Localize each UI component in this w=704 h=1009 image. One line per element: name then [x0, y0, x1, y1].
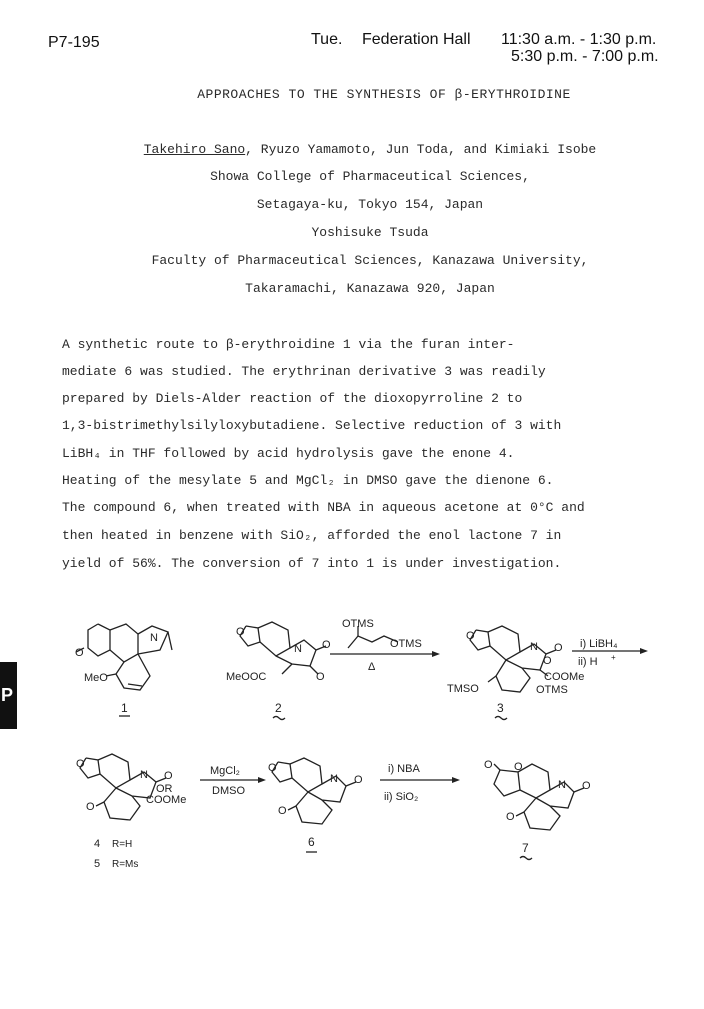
- paper-title: APPROACHES TO THE SYNTHESIS OF β-ERYTHROIDINE: [197, 87, 571, 102]
- presenting-author: Takehiro Sano: [143, 142, 246, 157]
- compound-1-lactone-ring: [88, 624, 110, 656]
- abstract-line: mediate 6 was studied. The erythrinan derivative 3 was readily: [62, 364, 546, 379]
- reaction-arrow-4-head: [452, 777, 460, 783]
- compound-4-coome-label: COOMe: [146, 794, 187, 806]
- compound-7-o-label: O: [484, 759, 493, 771]
- diene-condition-delta: Δ: [368, 661, 376, 673]
- session-time-2: 5:30 p.m. - 7:00 p.m.: [511, 48, 659, 65]
- compound-7-o3-label: O: [506, 811, 515, 823]
- compound-7-lactone-ring: [494, 770, 520, 796]
- compound-7-six-ring: [518, 764, 550, 798]
- affiliation-2: Setagaya-ku, Tokyo 154, Japan: [256, 197, 484, 212]
- compound-4-six-ring: [98, 754, 130, 788]
- compound-2-o3-label: O: [316, 671, 325, 683]
- compound-3-n-label: N: [530, 641, 538, 653]
- compound-4-or-label: OR: [156, 783, 173, 795]
- compound-7-o2-label: O: [582, 780, 591, 792]
- compound-3-otms-label: OTMS: [536, 684, 568, 696]
- poster-id: P7-195: [48, 34, 100, 51]
- compound-6-number: 6: [308, 835, 315, 849]
- compound-5-number: 5: [94, 858, 101, 870]
- compound-3-o2-label: O: [554, 642, 563, 654]
- compound-2-n-label: N: [294, 643, 302, 655]
- compound-6-six-ring: [290, 758, 322, 792]
- compound-3-coome-label: COOMe: [544, 671, 585, 683]
- compound-6-o3-label: O: [278, 805, 287, 817]
- affiliation-3: Faculty of Pharmaceutical Sciences, Kanazawa University,: [151, 253, 589, 268]
- compound-2-o2-label: O: [322, 639, 331, 651]
- compound-3-tmso-label: TMSO: [447, 683, 479, 695]
- abstract-line: LiBH₄ in THF followed by acid hydrolysis gave the enone 4.: [62, 446, 515, 461]
- step1-reagent-2: ii) H: [578, 656, 598, 668]
- compound-7-cyclohexenone-ring: [524, 798, 560, 830]
- compound-1-o-label: O: [75, 647, 84, 659]
- compound-4-number: 4: [94, 838, 101, 850]
- compound-6-o-label: O: [268, 762, 277, 774]
- compound-4-r-label: R=H: [112, 839, 133, 850]
- abstract-line: The compound 6, when treated with NBA in aqueous acetone at 0°C and: [62, 500, 585, 515]
- coauthor-line: Yoshisuke Tsuda: [311, 225, 429, 240]
- diene-otms-right: OTMS: [390, 638, 422, 650]
- compound-2-number: 2: [275, 701, 282, 715]
- reaction-arrow-2-head: [640, 648, 648, 654]
- compound-2-o-label: O: [236, 626, 245, 638]
- compound-4-o-label: O: [76, 758, 85, 770]
- compound-7-o-ring-label: O: [514, 761, 523, 773]
- compound-3-cyclohexene-ring: [496, 660, 530, 692]
- compound-1-meo-label: MeO: [84, 672, 108, 684]
- abstract-line: 1,3-bistrimethylsilyloxybutadiene. Selective reduction of 3 with: [62, 418, 562, 433]
- step3-reagent-2: ii) SiO₂: [384, 791, 419, 803]
- diene-otms-top: OTMS: [342, 618, 374, 630]
- compound-1-central-ring: [110, 624, 138, 662]
- session-time-1: 11:30 a.m. - 1:30 p.m.: [501, 31, 657, 48]
- compound-4-n-label: N: [140, 769, 148, 781]
- compound-2-structure: [240, 622, 326, 674]
- compound-4-o2-label: O: [164, 770, 173, 782]
- compound-7-tilde: [520, 857, 532, 860]
- section-side-tab: P: [0, 662, 17, 729]
- compound-4-cyclohexenone-ring: [104, 788, 140, 820]
- abstract-line: prepared by Diels-Alder reaction of the dioxopyrroline 2 to: [62, 391, 523, 406]
- compound-3-number: 3: [497, 701, 504, 715]
- compound-3-tilde: [495, 717, 507, 720]
- compound-3-six-ring: [488, 626, 520, 660]
- session-venue: Federation Hall: [362, 31, 471, 48]
- step1-reagent-2-superscript: +: [611, 653, 616, 662]
- compound-4-o3-label: O: [86, 801, 95, 813]
- compound-1-number: 1: [121, 701, 128, 715]
- step2-reagent-1: MgCl₂: [210, 765, 240, 777]
- compound-6-n-label: N: [330, 773, 338, 785]
- affiliation-1: Showa College of Pharmaceutical Sciences,: [210, 169, 530, 184]
- step1-reagent-1: i) LiBH₄: [580, 638, 618, 650]
- compound-6-o2-label: O: [354, 774, 363, 786]
- abstract-line: then heated in benzene with SiO₂, afforded the enol lactone 7 in: [62, 528, 562, 543]
- compound-3-o-label: O: [466, 630, 475, 642]
- abstract-line: yield of 56%. The conversion of 7 into 1 is under investigation.: [62, 556, 562, 571]
- compound-2-tilde: [273, 717, 285, 720]
- abstract-line: A synthetic route to β-erythroidine 1 via the furan inter-: [62, 337, 515, 352]
- compound-2-meooc-label: MeOOC: [226, 671, 267, 683]
- session-day: Tue.: [311, 31, 343, 48]
- affiliation-4: Takaramachi, Kanazawa 920, Japan: [245, 281, 495, 296]
- reaction-arrow-3-head: [258, 777, 266, 783]
- compound-7-number: 7: [522, 841, 529, 855]
- abstract-line: Heating of the mesylate 5 and MgCl₂ in DMSO gave the dienone 6.: [62, 473, 554, 488]
- compound-7-n-label: N: [558, 779, 566, 791]
- reaction-arrow-1-head: [432, 651, 440, 657]
- compound-2-six-ring: [258, 622, 290, 656]
- compound-5-r-label: R=Ms: [112, 859, 139, 870]
- compound-1-n-label: N: [150, 632, 158, 644]
- compound-6-cyclohexenone-ring: [296, 792, 332, 824]
- compound-3-o3-label: O: [543, 655, 552, 667]
- step2-reagent-2: DMSO: [212, 785, 245, 797]
- step3-reagent-1: i) NBA: [388, 763, 420, 775]
- co-authors: , Ryuzo Yamamoto, Jun Toda, and Kimiaki Isobe: [245, 142, 597, 157]
